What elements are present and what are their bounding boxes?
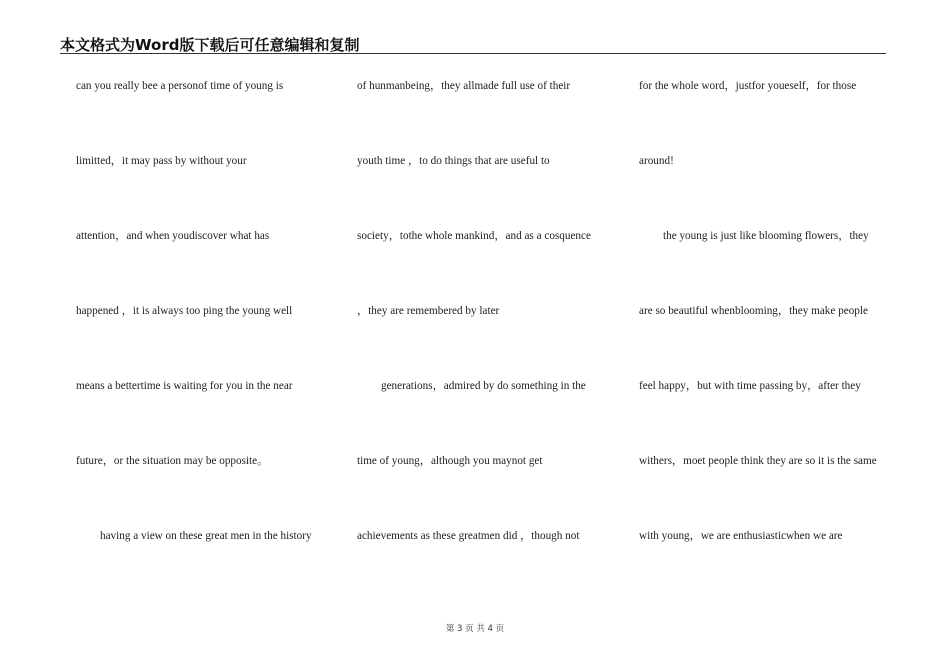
text-line: for the whole word，justfor youeself，for those xyxy=(639,80,857,92)
text-line: attention，and when youdiscover what has xyxy=(76,230,270,242)
text-line: means a bettertime is waiting for you in the near xyxy=(76,380,293,392)
text-line: ，they are remembered by later xyxy=(357,305,500,317)
text-line: happened ，it is always too ping the young well xyxy=(76,305,293,317)
text-line: with young，we are enthusiasticwhen we are xyxy=(639,530,843,542)
text-line: time of young，although you maynot get xyxy=(357,455,543,467)
text-line: are so beautiful whenblooming，they make people xyxy=(639,305,868,317)
text-line: of hunmanbeing，they allmade full use of their xyxy=(357,80,571,92)
header-divider xyxy=(60,53,886,54)
text-line: achievements as these greatmen did ，though not xyxy=(357,530,580,542)
text-line: future，or the situation may be opposite。 xyxy=(76,455,269,467)
text-column-1 xyxy=(76,78,336,603)
text-line: having a view on these great men in the history xyxy=(100,530,312,542)
text-line: the young is just like blooming flowers，they xyxy=(663,230,869,242)
text-line: withers，moet people think they are so it is the same xyxy=(639,455,877,467)
text-line: feel happy，but with time passing by，after they xyxy=(639,380,861,392)
text-line: youth time ，to do things that are useful to xyxy=(357,155,550,167)
document-header-title: 本文格式为Word版下载后可任意编辑和复制 xyxy=(60,36,360,54)
text-line: can you really bee a personof time of young is xyxy=(76,80,284,92)
text-column-2 xyxy=(357,78,617,603)
text-column-3 xyxy=(639,78,899,603)
text-line: limitted，it may pass by without your xyxy=(76,155,247,167)
text-line: generations，admired by do something in the xyxy=(381,380,586,392)
text-line: society，tothe whole mankind，and as a cosquence xyxy=(357,230,591,242)
text-line: around! xyxy=(639,155,674,167)
page-number: 第 3 页 共 4 页 xyxy=(445,624,505,634)
